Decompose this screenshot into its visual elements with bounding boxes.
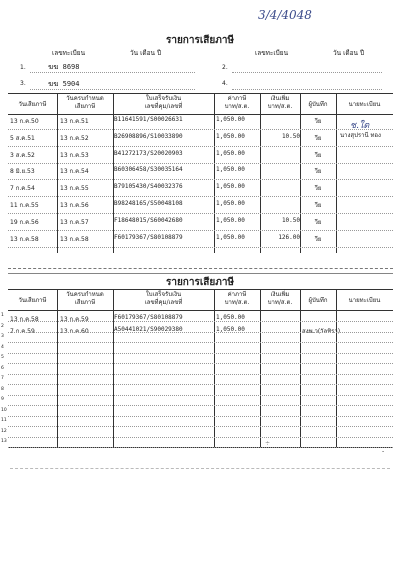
registrar-signature: ช.ใต bbox=[350, 121, 370, 131]
cell-recorder: วีย bbox=[314, 151, 322, 159]
cell-tax: 1,050.00 bbox=[216, 233, 245, 241]
cell-due: 13 ก.ค.57 bbox=[60, 218, 89, 226]
line-number: 4 bbox=[1, 344, 4, 350]
cell-receipt: B11641591/S00026631 bbox=[114, 116, 183, 123]
cell-paid: 7 ก.ค.59 bbox=[10, 328, 35, 335]
cell-recorder: สงพ.ว(วัลทิรา) bbox=[302, 328, 341, 335]
row-rule bbox=[8, 384, 393, 385]
cell-due: 13 ก.ค.52 bbox=[60, 134, 89, 142]
line-number: 3 bbox=[1, 334, 4, 339]
line-number: 2 bbox=[1, 323, 4, 329]
cell-tax: 1,050.00 bbox=[216, 216, 245, 224]
registrar-note: นางสุปรานี ทอง bbox=[340, 132, 381, 139]
column-header-receipt: ใบเสร็จรับเงิน เลขที่คุม/เลขที่ bbox=[144, 95, 183, 110]
cell-tax: 1,050.00 bbox=[216, 200, 245, 207]
cell-due: 13 ก.ค.53 bbox=[60, 151, 89, 159]
column-header-tax: ค่าภาษี บาท/ส.ต. bbox=[224, 291, 250, 306]
cell-due: 13 ก.ค.55 bbox=[60, 185, 89, 193]
column-header-due-date: วันครบกำหนด เสียภาษี bbox=[66, 291, 104, 306]
cell-receipt: A50441021/S90029380 bbox=[114, 326, 183, 333]
line-number: 9 bbox=[1, 397, 4, 402]
line-number: 6 bbox=[1, 365, 4, 371]
registration-label-right: เลขทะเบียน bbox=[255, 49, 289, 57]
date-label-left: วัน เดือน ปี bbox=[130, 49, 162, 57]
cell-fine: 10.50 bbox=[281, 216, 300, 224]
column-header-registrar: นายทะเบียน bbox=[348, 297, 381, 304]
line-number: 11 bbox=[1, 418, 7, 423]
column-header-paid-date: วันเสียภาษี bbox=[18, 101, 47, 108]
page-dash: - bbox=[382, 448, 385, 455]
cell-receipt: B79105430/S40032376 bbox=[114, 183, 183, 191]
cell-recorder: วีย bbox=[314, 235, 322, 243]
row-rule bbox=[8, 363, 393, 364]
row-rule bbox=[8, 213, 393, 214]
row-rule bbox=[8, 163, 393, 164]
cell-paid: 13 ก.ค.50 bbox=[10, 118, 39, 125]
row-rule bbox=[8, 416, 393, 417]
cell-receipt: F60179367/S80108879 bbox=[114, 314, 183, 321]
cell-paid: 13 ก.ค.58 bbox=[10, 235, 39, 243]
cell-paid: 13 ก.ค.58 bbox=[10, 316, 39, 323]
cell-receipt: B26908896/S10033890 bbox=[114, 132, 183, 140]
cell-fine: 10.50 bbox=[281, 132, 300, 140]
column-header-receipt: ใบเสร็จรับเงิน เลขที่คุม/เลขที่ bbox=[144, 291, 183, 306]
entry-number: 4. bbox=[222, 80, 228, 87]
cell-recorder: วีย bbox=[314, 118, 322, 125]
sheet-title: รายการเสียภาษี bbox=[165, 35, 235, 46]
entry-plate: ฆฆ 8698 bbox=[48, 63, 80, 71]
cell-receipt: B41272173/S20020903 bbox=[114, 149, 183, 157]
entry-number: 1. bbox=[20, 64, 26, 71]
sheet-title-2: รายการเสียภาษี bbox=[165, 277, 235, 288]
cell-paid: 7 ก.ค.54 bbox=[10, 185, 35, 193]
entry-number: 2. bbox=[222, 64, 228, 71]
entry-plate: ฆฆ 5904 bbox=[48, 80, 80, 88]
cell-recorder: วีย bbox=[314, 218, 322, 226]
row-rule bbox=[8, 129, 393, 130]
registration-label-left: เลขทะเบียน bbox=[52, 49, 86, 57]
stray-mark: ÷ bbox=[265, 440, 271, 447]
cell-due: 13 ก.ค.51 bbox=[60, 118, 89, 125]
cell-tax: 1,050.00 bbox=[216, 132, 245, 140]
cell-paid: 19 ก.ค.56 bbox=[10, 218, 39, 226]
cell-paid: 11 ก.ค.55 bbox=[10, 202, 39, 209]
line-number: 13 bbox=[1, 439, 7, 444]
row-rule bbox=[8, 332, 393, 333]
cell-due: 13 ก.ค.59 bbox=[60, 316, 89, 323]
handwritten-document-number: 3/4/4048 bbox=[258, 8, 312, 22]
column-header-recorder: ผู้บันทึก bbox=[308, 297, 328, 304]
cell-fine: 126.00 bbox=[278, 233, 300, 241]
row-rule bbox=[8, 447, 393, 448]
column-header-registrar: นายทะเบียน bbox=[348, 101, 381, 108]
column-header-fine: เงินเพิ่ม บาท/ส.ต. bbox=[267, 291, 293, 306]
cell-due: 13 ก.ค.58 bbox=[60, 235, 89, 243]
row-rule bbox=[8, 426, 393, 427]
column-header-recorder: ผู้บันทึก bbox=[308, 101, 328, 108]
entry-number: 3. bbox=[20, 80, 26, 87]
row-rule bbox=[8, 342, 393, 343]
cell-recorder: วีย bbox=[314, 134, 322, 142]
column-header-due-date: วันครบกำหนด เสียภาษี bbox=[66, 95, 104, 110]
cell-receipt: B98248165/S50048108 bbox=[114, 200, 183, 207]
cell-recorder: วีย bbox=[314, 168, 322, 176]
cell-receipt: B60306458/S30035164 bbox=[114, 166, 183, 174]
cell-tax: 1,050.00 bbox=[216, 166, 245, 174]
line-number: 10 bbox=[1, 407, 7, 413]
column-header-paid-date: วันเสียภาษี bbox=[18, 297, 47, 304]
line-number: 12 bbox=[1, 428, 7, 434]
row-rule bbox=[8, 437, 393, 438]
line-number: 1 bbox=[1, 313, 4, 318]
row-rule bbox=[8, 353, 393, 354]
row-rule bbox=[8, 196, 393, 197]
cell-recorder: วีย bbox=[314, 185, 322, 193]
row-rule bbox=[8, 230, 393, 231]
cell-recorder: วีย bbox=[314, 202, 322, 209]
row-rule bbox=[8, 179, 393, 180]
cell-paid: 5 ส.ค.51 bbox=[10, 134, 35, 142]
cell-tax: 1,050.00 bbox=[216, 149, 245, 157]
row-rule bbox=[8, 146, 393, 147]
cell-paid: 3 ส.ค.52 bbox=[10, 151, 35, 159]
column-header-fine: เงินเพิ่ม บาท/ส.ต. bbox=[267, 95, 293, 110]
row-rule bbox=[8, 321, 393, 322]
column-header-tax: ค่าภาษี บาท/ส.ต. bbox=[224, 95, 250, 110]
line-number: 5 bbox=[1, 355, 4, 360]
cell-due: 13 ก.ค.60 bbox=[60, 328, 89, 335]
cell-tax: 1,050.00 bbox=[216, 326, 245, 333]
cell-tax: 1,050.00 bbox=[216, 314, 245, 321]
row-rule bbox=[8, 374, 393, 375]
date-label-right: วัน เดือน ปี bbox=[333, 49, 365, 57]
row-rule bbox=[8, 405, 393, 406]
line-number: 7 bbox=[1, 376, 4, 381]
cell-tax: 1,050.00 bbox=[216, 183, 245, 191]
cell-receipt: F60179367/S80108879 bbox=[114, 233, 183, 241]
cell-tax: 1,050.00 bbox=[216, 116, 245, 123]
cell-paid: 8 มิ.ย.53 bbox=[10, 168, 35, 176]
cell-due: 13 ก.ค.56 bbox=[60, 202, 89, 209]
cell-due: 13 ก.ค.54 bbox=[60, 168, 89, 176]
row-rule bbox=[8, 395, 393, 396]
line-number: 8 bbox=[1, 386, 4, 392]
row-rule bbox=[8, 247, 393, 248]
cell-receipt: F18648015/S60042680 bbox=[114, 216, 183, 224]
